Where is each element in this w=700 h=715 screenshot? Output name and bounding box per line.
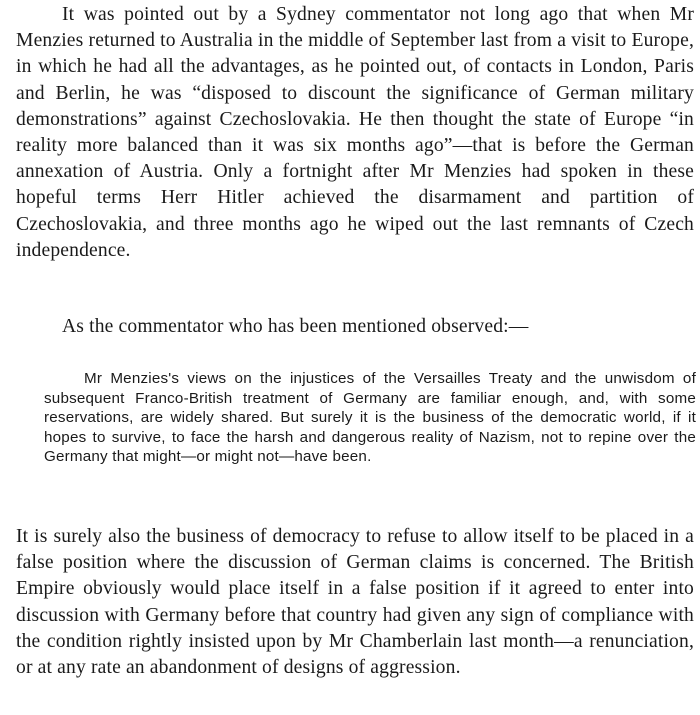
- paragraph-menzies-europe: It was pointed out by a Sydney commentator not long ago that when Mr Menzies returned to Australia in the middle of September last from a visit to Europe, in which he had all the advantages, as he pointed out, of contacts in London, Paris and Berlin, he was “disposed to discount the significance of German military demonstrations” against Czechoslovakia. He then thought the state of Europe “in reality more balanced than it was six months ago”—that is before the German annexation of Austria. Only a fortnight after Mr Menzies had spoken in these hopeful terms Herr Hitler achieved the disarmament and partition of Czechoslovakia, and three months ago he wiped out the last remnants of Czech independence.: [16, 4, 694, 261]
- paragraph-commentator-intro: As the commentator who has been mentioned observed:—: [62, 316, 529, 337]
- block-quotation: Mr Menzies's views on the injustices of the Versailles Treaty and the unwisdom of subsequent Franco-British treatment of Germany are familiar enough, and, with some reservations, are widely shared. But surely it is the business of the democratic world, if it hopes to survive, to face the harsh and dangerous reality of Nazism, not to repine over the Germany that might—or might not—have been.: [44, 370, 696, 466]
- paragraph-democracy-business: It is surely also the business of democracy to refuse to allow itself to be placed in a false position where the discussion of German claims is concerned. The British Empire obviously would place itself in a false position if it agreed to enter into discussion with Germany before that country had given any sign of compliance with the condition rightly insisted upon by Mr Chamberlain last month—a renunciation, or at any rate an abandonment of designs of aggression.: [16, 526, 694, 679]
